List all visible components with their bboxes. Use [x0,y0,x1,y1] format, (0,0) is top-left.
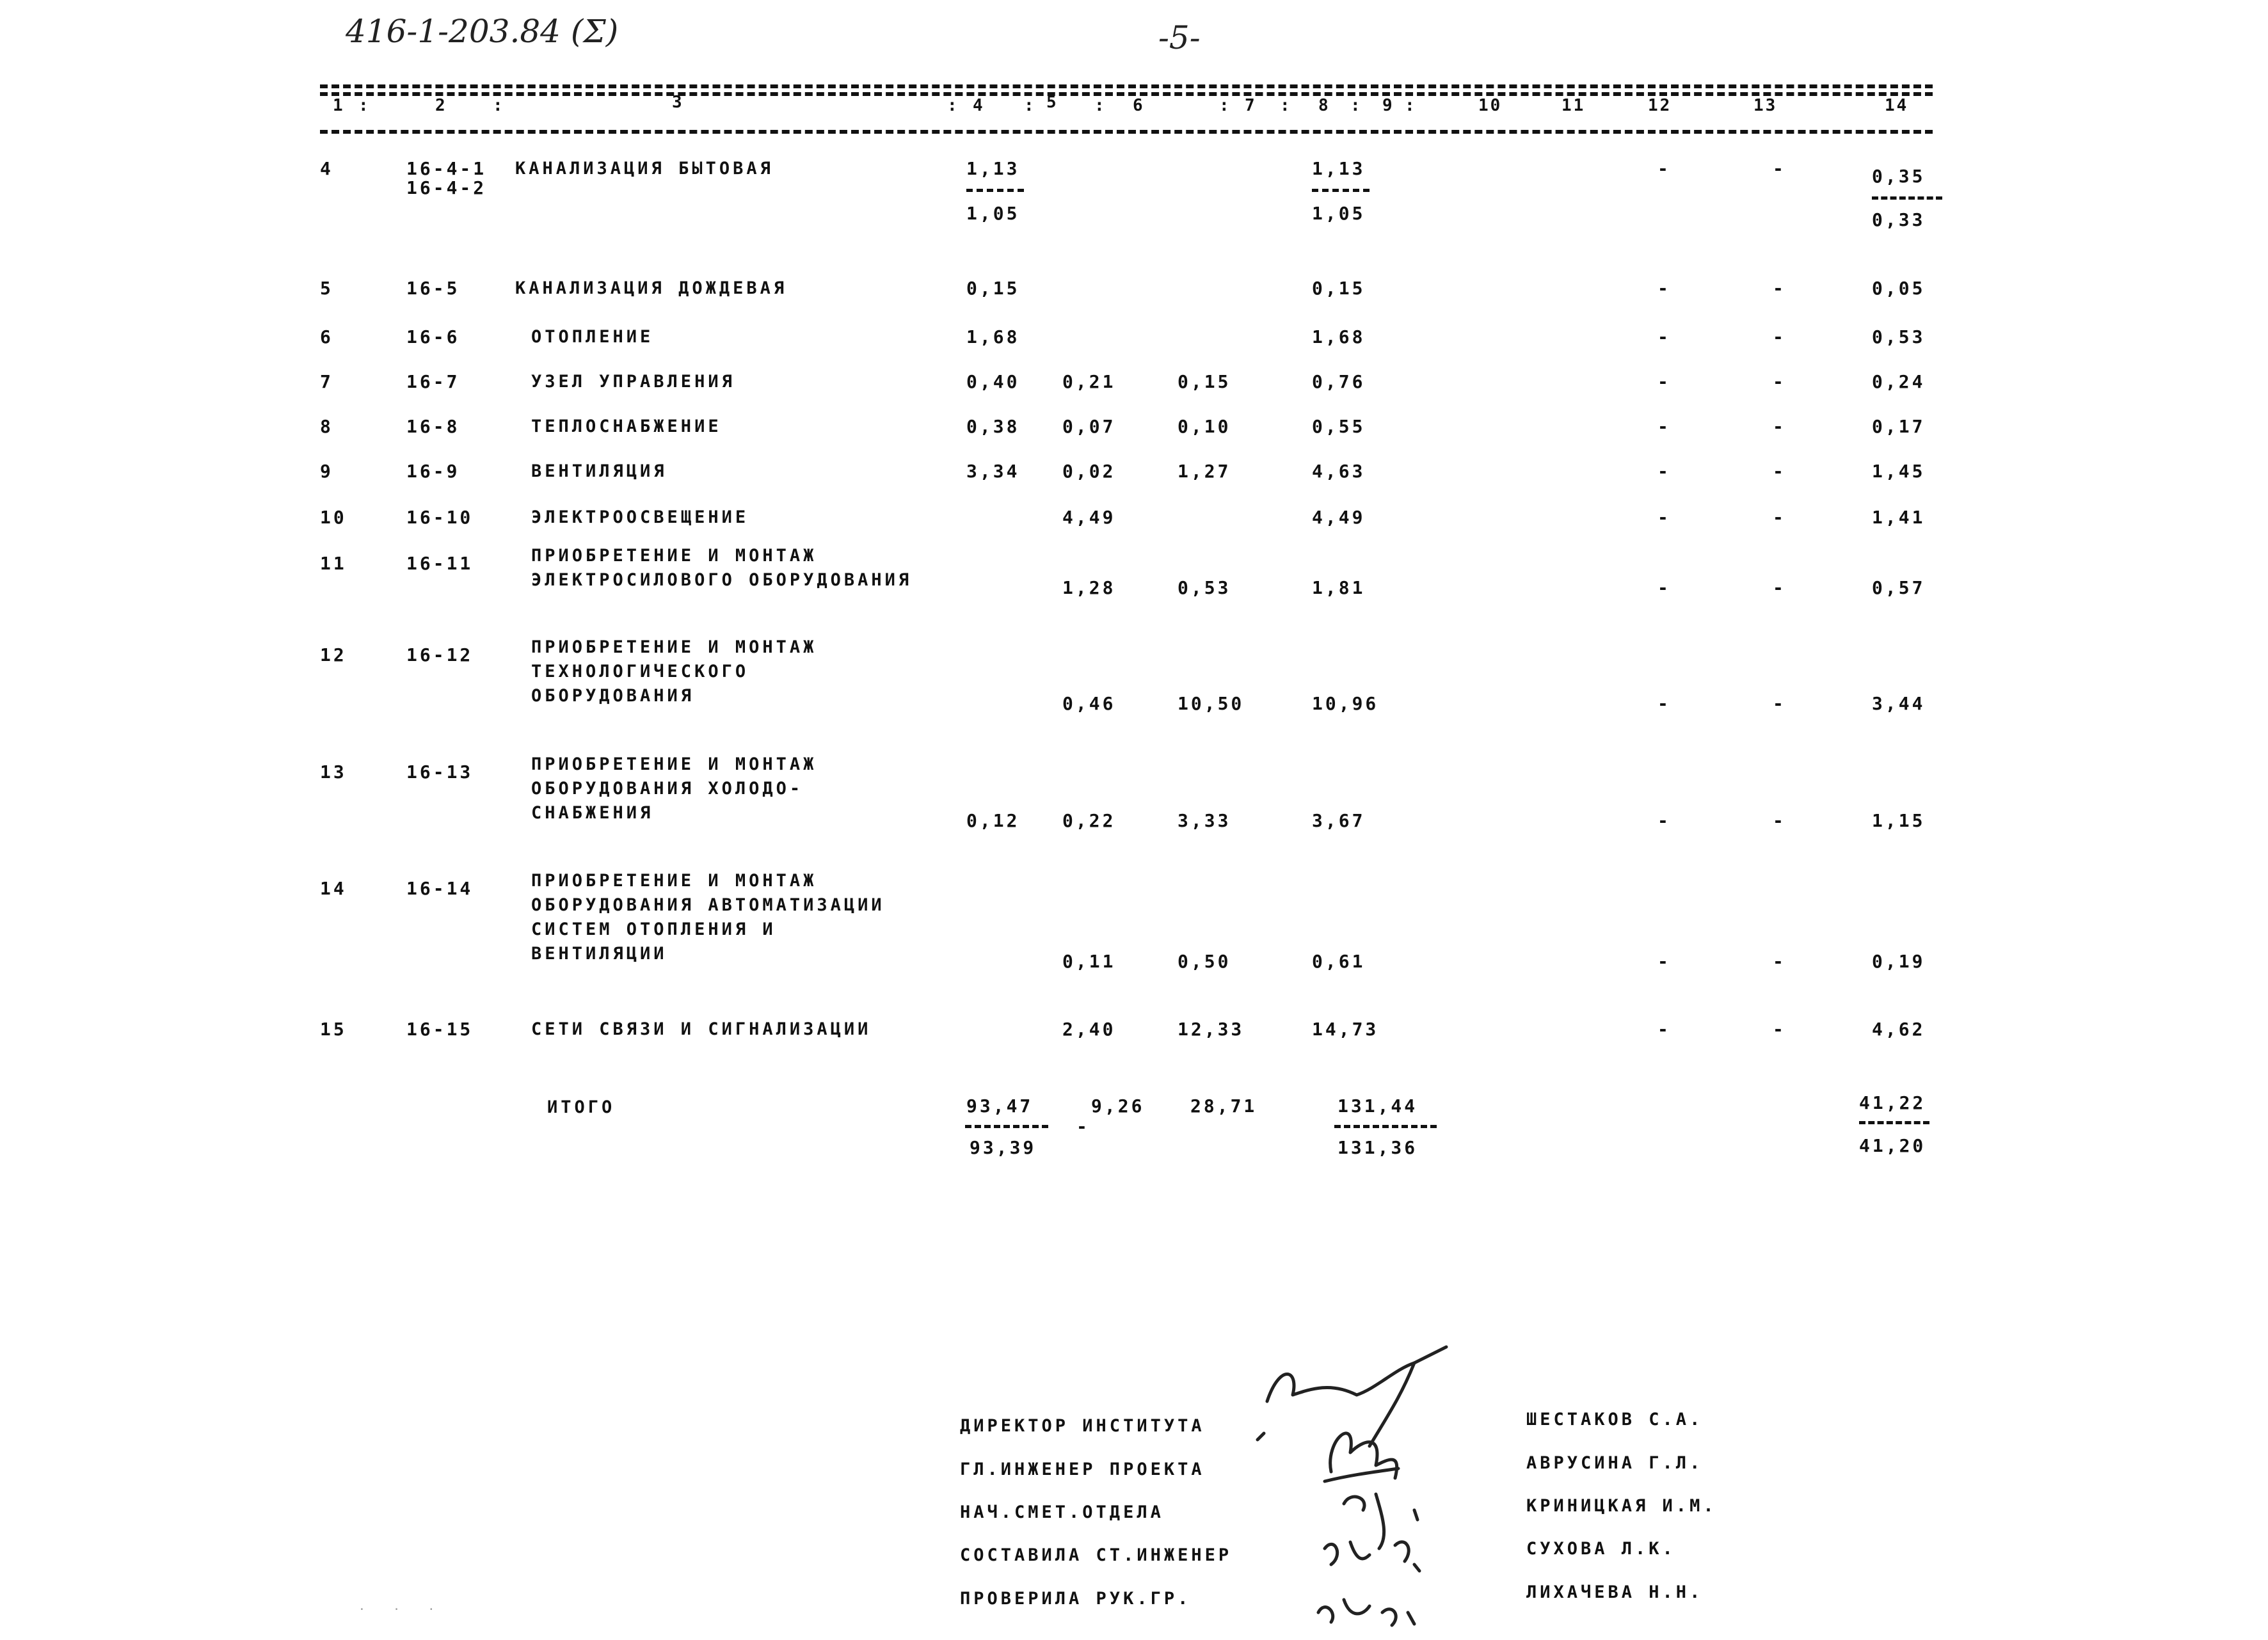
row-code: 16-7 [406,371,460,392]
row-c4-value-second: 1,05 [966,203,1020,224]
row-name-line: ТЕХНОЛОГИЧЕСКОГО [531,662,749,681]
row-number: 11 [320,553,347,574]
page-label: -5- [1158,19,1201,56]
col-header-8: 8 [1318,96,1330,115]
row-name-line: ЭЛЕКТРООСВЕЩЕНИЕ [531,507,749,527]
col-header-2: 2 [435,96,447,115]
signatory-role: ПРОВЕРИЛА РУК.ГР. [960,1589,1192,1609]
row-c12-value: - [1657,693,1671,714]
col-sep: : [1024,96,1034,115]
row-name-line: СЕТИ СВЯЗИ И СИГНАЛИЗАЦИИ [531,1019,872,1039]
row-c12-value: - [1657,810,1671,831]
total-col14-fraction-rule [1859,1121,1929,1124]
col-header-9: 9 [1382,96,1394,115]
header-rule-bottom [320,130,1933,134]
total-col8-second: 131,36 [1338,1137,1418,1158]
row-c13-value: - [1773,693,1786,714]
handwritten-signatures [1254,1344,1523,1638]
row-c4-value: 1,68 [966,326,1020,347]
row-code: 16-9 [406,461,460,482]
row-name-line: КАНАЛИЗАЦИЯ ДОЖДЕВАЯ [515,278,788,298]
row-c13-value: - [1773,951,1786,972]
row-c8-value: 0,61 [1312,951,1366,972]
row-c8-value: 1,68 [1312,326,1366,347]
row-c14-value: 0,24 [1872,371,1926,392]
col-sep: : [1350,96,1361,115]
row-number: 13 [320,761,347,783]
row-c14-value: 3,44 [1872,693,1926,714]
row-name-line: КАНАЛИЗАЦИЯ БЫТОВАЯ [515,159,774,179]
row-c8-fraction-rule [1312,189,1370,192]
row-c7-value: 0,50 [1178,951,1231,972]
row-number: 6 [320,326,333,347]
row-name-line: ЭЛЕКТРОСИЛОВОГО ОБОРУДОВАНИЯ [531,570,913,590]
row-c4-value: 0,12 [966,810,1020,831]
row-c13-value: - [1773,461,1786,482]
row-c7-value: 0,10 [1178,416,1231,437]
signatory-name: ШЕСТАКОВ С.А. [1526,1410,1704,1429]
total-col4: 93,47 [966,1095,1034,1117]
row-code: 16-5 [406,278,460,299]
row-c5-value: 0,11 [1062,951,1116,972]
total-col8-fraction-rule [1334,1125,1437,1128]
row-c13-value: - [1773,1019,1786,1040]
row-c13-value: - [1773,810,1786,831]
row-c14-value: 0,17 [1872,416,1926,437]
col-header-13: 13 [1753,96,1778,115]
col-header-14: 14 [1885,96,1909,115]
total-col5-second: - [1076,1116,1090,1137]
row-code: 16-13 [406,761,474,783]
row-c8-value: 1,81 [1312,577,1366,598]
row-code: 16-4-1 [406,158,487,179]
total-col7: 28,71 [1190,1095,1258,1117]
col-header-1: 1 [333,96,345,115]
row-c13-value: - [1773,371,1786,392]
row-c4-value: 0,40 [966,371,1020,392]
row-name-line: СНАБЖЕНИЯ [531,803,654,823]
row-c7-value: 10,50 [1178,693,1245,714]
col-sep: : [358,96,369,115]
row-c14-value: 0,35 [1872,166,1926,187]
row-c5-value: 0,46 [1062,693,1116,714]
row-name-line: ОБОРУДОВАНИЯ АВТОМАТИЗАЦИИ [531,895,885,915]
row-c12-value: - [1657,278,1671,299]
row-c8-value: 3,67 [1312,810,1366,831]
row-name-line: ОБОРУДОВАНИЯ ХОЛОДО- [531,779,804,799]
row-c14-value: 4,62 [1872,1019,1926,1040]
row-c14-value: 1,45 [1872,461,1926,482]
row-code: 16-6 [406,326,460,347]
row-code: 16-15 [406,1019,474,1040]
row-c12-value: - [1657,507,1671,528]
col-header-7: 7 [1245,96,1257,115]
row-c8-value: 14,73 [1312,1019,1379,1040]
row-number: 15 [320,1019,347,1040]
row-c14-value: 0,19 [1872,951,1926,972]
row-c4-value: 0,15 [966,278,1020,299]
row-c8-value: 0,55 [1312,416,1366,437]
row-c5-value: 0,02 [1062,461,1116,482]
row-c12-value: - [1657,158,1671,179]
row-name-line: ОТОПЛЕНИЕ [531,327,654,347]
row-c14-value: 1,15 [1872,810,1926,831]
row-code: 16-8 [406,416,460,437]
col-sep: : [1094,96,1105,115]
row-c8-value: 0,76 [1312,371,1366,392]
row-c8-value: 1,13 [1312,158,1366,179]
signatory-name: АВРУСИНА Г.Л. [1526,1453,1704,1473]
col-header-5: 5 [1046,93,1058,112]
row-c12-value: - [1657,416,1671,437]
row-c14-fraction-rule [1872,196,1942,200]
row-code: 16-11 [406,553,474,574]
row-number: 8 [320,416,333,437]
col-header-10: 10 [1478,96,1503,115]
total-col5: 9,26 [1091,1095,1145,1117]
col-sep: : [1280,96,1290,115]
row-c5-value: 0,07 [1062,416,1116,437]
row-c5-value: 0,21 [1062,371,1116,392]
row-c4-value: 0,38 [966,416,1020,437]
row-name-line: УЗЕЛ УПРАВЛЕНИЯ [531,372,735,392]
row-name-line: ПРИОБРЕТЕНИЕ И МОНТАЖ [531,754,817,774]
row-c8-value: 4,49 [1312,507,1366,528]
row-c5-value: 0,22 [1062,810,1116,831]
col-sep: : [947,96,957,115]
total-col4-fraction-rule [965,1125,1048,1128]
total-col14: 41,22 [1859,1092,1926,1113]
row-c13-value: - [1773,507,1786,528]
col-header-6: 6 [1133,96,1145,115]
row-c7-value: 0,15 [1178,371,1231,392]
total-col4-second: 93,39 [970,1137,1037,1158]
row-code: 16-14 [406,878,474,899]
signatory-role: ГЛ.ИНЖЕНЕР ПРОЕКТА [960,1460,1205,1479]
row-c14-value: 0,05 [1872,278,1926,299]
total-col8: 131,44 [1338,1095,1418,1117]
row-c13-value: - [1773,416,1786,437]
stray-marks: . . . [358,1600,435,1613]
header-rule-top [320,84,1933,88]
row-number: 7 [320,371,333,392]
signatory-role: НАЧ.СМЕТ.ОТДЕЛА [960,1502,1164,1522]
row-c7-value: 3,33 [1178,810,1231,831]
col-header-11: 11 [1561,96,1586,115]
row-c12-value: - [1657,326,1671,347]
row-number: 9 [320,461,333,482]
col-header-3: 3 [672,93,684,112]
row-c13-value: - [1773,158,1786,179]
row-c5-value: 1,28 [1062,577,1116,598]
row-number: 4 [320,158,333,179]
row-c8-value: 0,15 [1312,278,1366,299]
header-rule-mid [320,92,1933,96]
row-c14-value: 0,57 [1872,577,1926,598]
row-c7-value: 0,53 [1178,577,1231,598]
row-c13-value: - [1773,326,1786,347]
row-number: 14 [320,878,347,899]
row-code-secondary: 16-4-2 [406,177,487,198]
row-name-line: СИСТЕМ ОТОПЛЕНИЯ И [531,920,776,939]
row-c5-value: 2,40 [1062,1019,1116,1040]
row-name-line: ВЕНТИЛЯЦИИ [531,944,667,964]
total-col14-second: 41,20 [1859,1135,1926,1156]
row-c13-value: - [1773,577,1786,598]
row-name-line: ПРИОБРЕТЕНИЕ И МОНТАЖ [531,546,817,566]
col-sep: : [1219,96,1229,115]
row-c13-value: - [1773,278,1786,299]
row-c14-value: 1,41 [1872,507,1926,528]
row-c4-value: 3,34 [966,461,1020,482]
document-code: 416-1-203.84 (Σ) [346,13,619,50]
row-name-line: ПРИОБРЕТЕНИЕ И МОНТАЖ [531,871,817,891]
total-label: ИТОГО [547,1097,616,1117]
row-c12-value: - [1657,461,1671,482]
row-c14-value-second: 0,33 [1872,209,1926,230]
row-c5-value: 4,49 [1062,507,1116,528]
row-c4-value: 1,13 [966,158,1020,179]
row-c8-value-second: 1,05 [1312,203,1366,224]
row-c12-value: - [1657,577,1671,598]
row-c7-value: 1,27 [1178,461,1231,482]
signatory-name: ЛИХАЧЕВА Н.Н. [1526,1582,1704,1602]
row-name-line: ТЕПЛОСНАБЖЕНИЕ [531,417,722,436]
row-name-line: ПРИОБРЕТЕНИЕ И МОНТАЖ [531,637,817,657]
row-c12-value: - [1657,951,1671,972]
row-number: 12 [320,644,347,665]
row-code: 16-12 [406,644,474,665]
col-header-4: 4 [973,96,985,115]
signatory-role: ДИРЕКТОР ИНСТИТУТА [960,1416,1205,1436]
row-number: 10 [320,507,347,528]
row-c14-value: 0,53 [1872,326,1926,347]
row-c4-fraction-rule [966,189,1024,192]
col-sep: : [1405,96,1415,115]
row-number: 5 [320,278,333,299]
signatory-name: КРИНИЦКАЯ И.М. [1526,1496,1717,1516]
row-code: 16-10 [406,507,474,528]
row-name-line: ВЕНТИЛЯЦИЯ [531,461,667,481]
col-header-12: 12 [1648,96,1672,115]
row-c12-value: - [1657,1019,1671,1040]
signatory-name: СУХОВА Л.К. [1526,1539,1676,1559]
col-sep: : [493,96,503,115]
row-c8-value: 10,96 [1312,693,1379,714]
row-c8-value: 4,63 [1312,461,1366,482]
row-c12-value: - [1657,371,1671,392]
signatory-role: СОСТАВИЛА СТ.ИНЖЕНЕР [960,1545,1233,1565]
row-c7-value: 12,33 [1178,1019,1245,1040]
row-name-line: ОБОРУДОВАНИЯ [531,686,695,706]
